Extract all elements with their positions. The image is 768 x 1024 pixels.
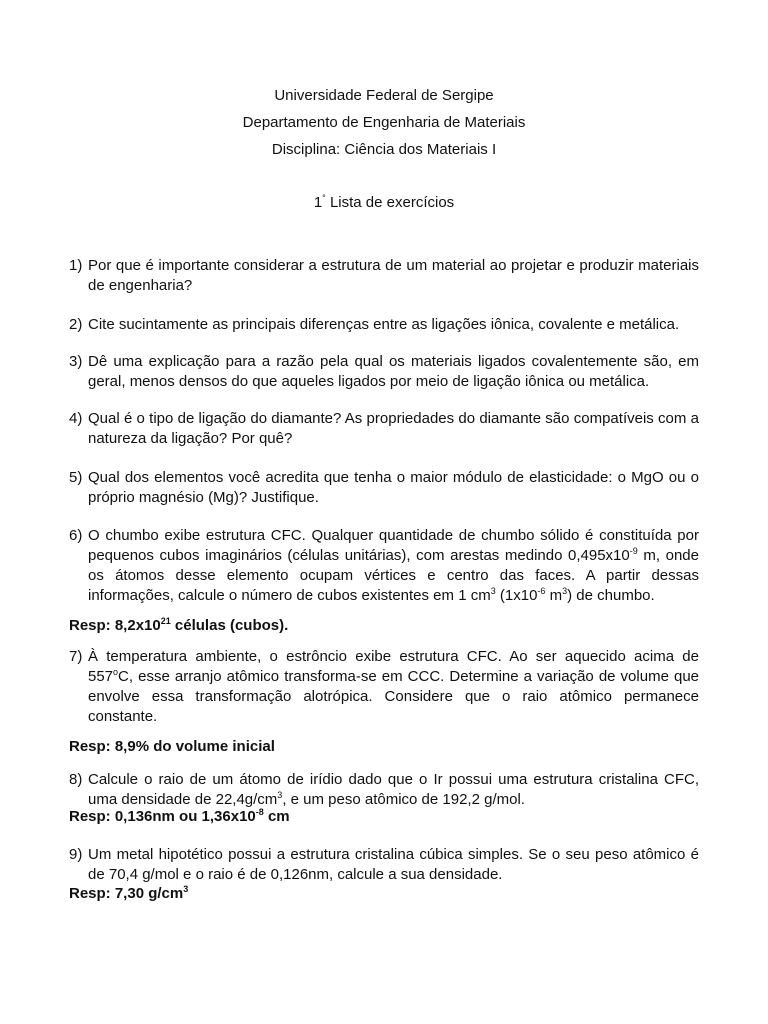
text-run: O chumbo exibe estrutura CFC. Qualquer quantidade de chumbo sólido é constituída por pequenos cubos imaginários (células unitárias), com arestas medindo 0,495x10 xyxy=(88,527,699,564)
question-text xyxy=(88,770,699,810)
answer-7: Resp: 8,9% do volume inicial xyxy=(69,738,275,755)
question-text: Qual é o tipo de ligação do diamante? As propriedades do diamante são compatíveis com a natureza da ligação? Por quê? xyxy=(88,410,699,447)
question-4 xyxy=(69,409,699,449)
question-6 xyxy=(69,526,699,606)
question-9 xyxy=(69,845,699,885)
question-number: 8) xyxy=(69,771,83,788)
list-title xyxy=(0,193,768,213)
question-text: Por que é importante considerar a estrutura de um material ao projetar e produzir materiais de engenharia? xyxy=(88,257,699,294)
question-7 xyxy=(69,647,699,727)
question-1 xyxy=(69,256,699,296)
exponent: o xyxy=(113,667,119,677)
discipline-name: Disciplina: Ciência dos Materiais I xyxy=(271,141,497,158)
question-text: Dê uma explicação para a razão pela qual os materiais ligados covalentemente são, em geral, menos densos do que aqueles ligados por meio de ligação iônica ou metálica. xyxy=(88,353,699,390)
question-8 xyxy=(69,770,699,810)
answer-9 xyxy=(69,884,188,904)
exponent: 3 xyxy=(562,586,568,596)
list-number: 1 xyxy=(313,194,323,211)
question-number: 9) xyxy=(69,846,83,863)
answer-text: células (cubos). xyxy=(170,617,289,634)
question-number: 1) xyxy=(69,257,83,274)
text-run: m, onde os átomos desse elemento ocupam vértices e centro das faces. A partir dessas informações, calcule o número de cubos existentes em 1 cm xyxy=(88,547,699,604)
text-run: m xyxy=(545,587,563,604)
answer-text: Resp: 0,136nm ou 1,36x10 xyxy=(69,808,256,825)
answer-text: Resp: 7,30 g/cm xyxy=(69,885,184,902)
department-name: Departamento de Engenharia de Materiais xyxy=(242,114,526,131)
answer-8 xyxy=(69,807,290,827)
university-name: Universidade Federal de Sergipe xyxy=(274,87,494,104)
question-number: 4) xyxy=(69,410,83,427)
exponent: 3 xyxy=(277,790,283,800)
question-3 xyxy=(69,352,699,392)
question-number: 5) xyxy=(69,469,83,486)
list-title-text: Lista de exercícios xyxy=(329,194,455,211)
exponent: -9 xyxy=(629,546,638,556)
question-text: Um metal hipotético possui a estrutura cristalina cúbica simples. Se o seu peso atômico é de 70,4 g/mol e o raio é de 0,126nm, calcule a sua densidade. xyxy=(88,846,699,883)
question-number: 6) xyxy=(69,527,83,544)
list-degree: ° xyxy=(322,193,326,203)
exponent: 3 xyxy=(183,884,189,894)
question-text: Qual dos elementos você acredita que tenha o maior módulo de elasticidade: o MgO ou o próprio magnésio (Mg)? Justifique. xyxy=(88,469,699,506)
question-5 xyxy=(69,468,699,508)
exponent: -6 xyxy=(537,586,546,596)
question-2 xyxy=(69,315,699,335)
text-run: ) de chumbo. xyxy=(567,587,655,604)
answer-6 xyxy=(69,616,288,636)
question-number: 7) xyxy=(69,648,83,665)
document-header xyxy=(0,86,768,167)
text-run: Calcule o raio de um átomo de irídio dado que o Ir possui uma estrutura cristalina CFC, uma densidade de 22,4g/cm xyxy=(88,771,699,808)
answer-text: cm xyxy=(263,808,290,825)
text-run: C, esse arranjo atômico transforma-se em CCC. Determine a variação de volume que envolve essa transformação alotrópica. Considere que o raio atômico permanece constante. xyxy=(88,668,699,725)
question-number: 3) xyxy=(69,353,83,370)
answer-text: Resp: 8,2x10 xyxy=(69,617,161,634)
text-run: , e um peso atômico de 192,2 g/mol. xyxy=(282,791,525,808)
exponent: -8 xyxy=(255,807,264,817)
exponent: 3 xyxy=(490,586,496,596)
exponent: 21 xyxy=(160,616,171,626)
question-text xyxy=(88,647,699,727)
question-text: Cite sucintamente as principais diferenças entre as ligações iônica, covalente e metálica. xyxy=(88,316,680,333)
question-number: 2) xyxy=(69,316,83,333)
text-run: (1x10 xyxy=(495,587,538,604)
text-run: À temperatura ambiente, o estrôncio exibe estrutura CFC. Ao ser aquecido acima de 557 xyxy=(88,648,699,685)
question-text xyxy=(88,526,699,606)
